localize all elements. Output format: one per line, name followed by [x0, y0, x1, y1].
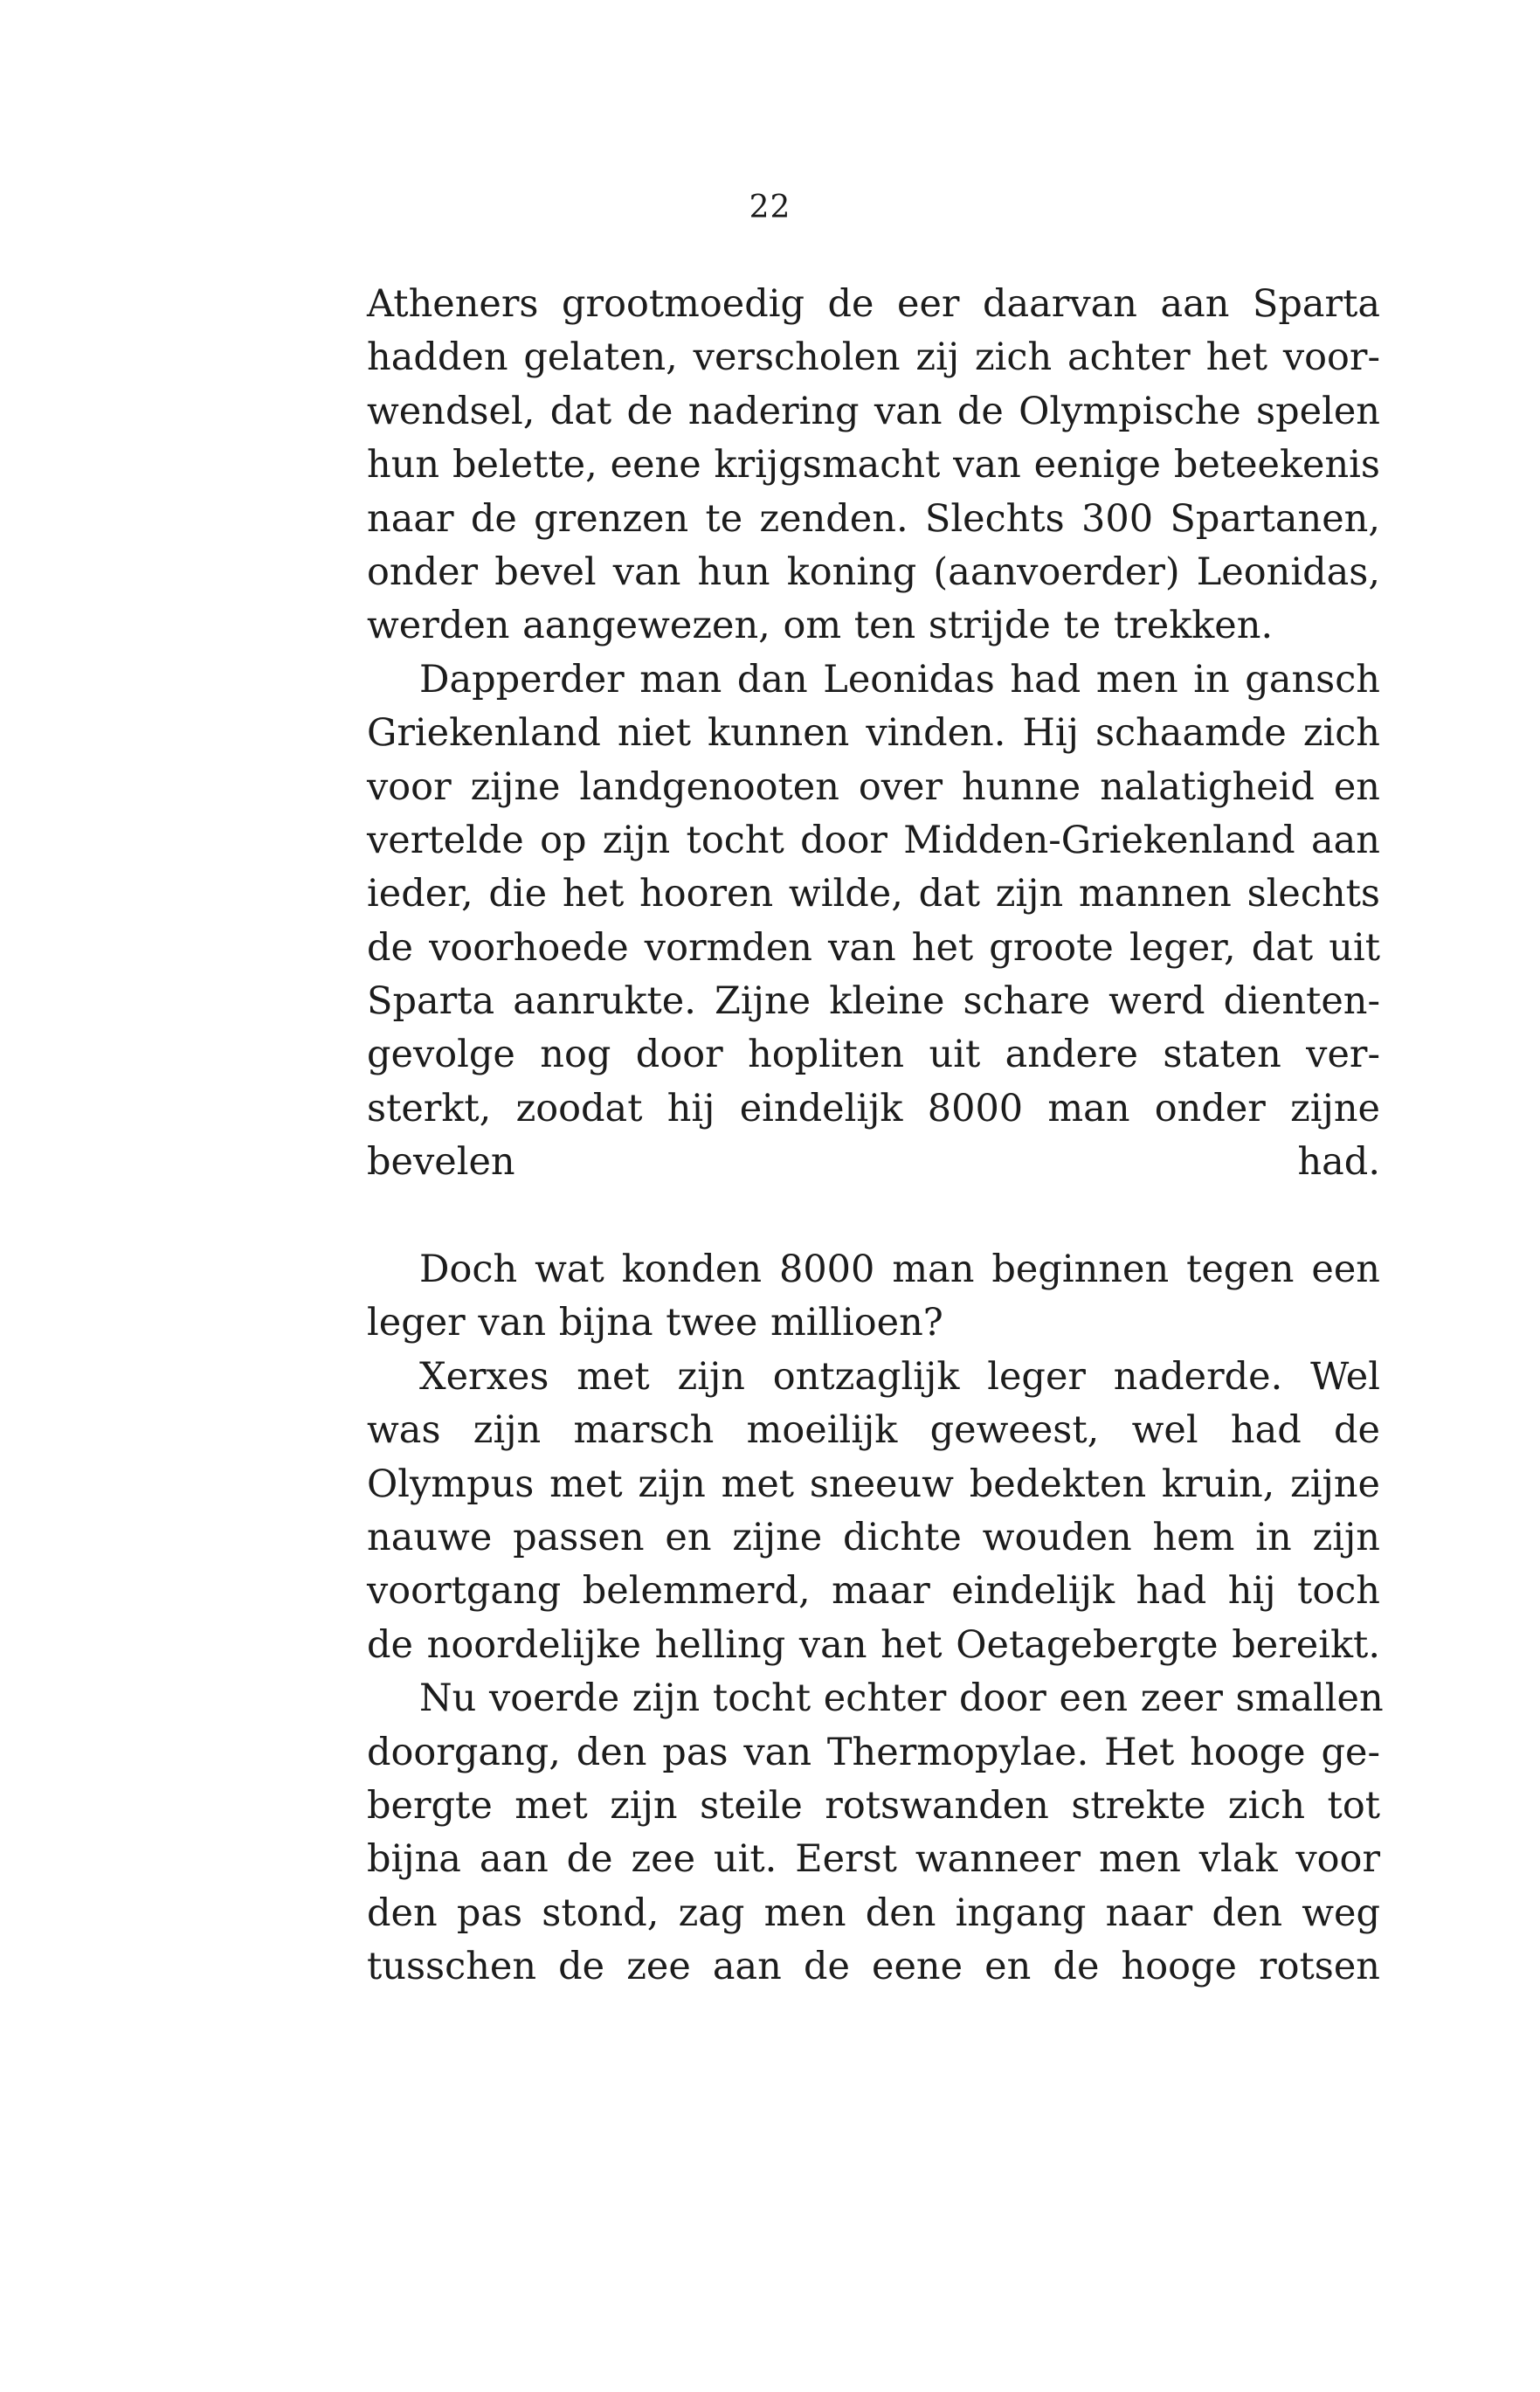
text-line: de voorhoede vormden van het groote leger, dat uit [367, 925, 1380, 970]
text-line: de noordelijke helling van het Oetagebergte bereikt. [367, 1622, 1380, 1667]
text-line: naar de grenzen te zenden. Slechts 300 Spartanen, [367, 496, 1380, 541]
text-line: Sparta aanrukte. Zijne kleine schare werd dienten- [367, 979, 1380, 1024]
text-line: bevelen had. [367, 1140, 1380, 1185]
text-line: werden aangewezen, om ten strijde te trekken. [367, 604, 1274, 648]
text-line: gevolge nog door hopliten uit andere staten ver- [367, 1033, 1380, 1077]
text-line: hun belette, eene krijgsmacht van eenige beteekenis [367, 443, 1380, 487]
text-line: Atheners grootmoedig de eer daarvan aan Sparta [367, 282, 1380, 326]
text-line: Dapperder man dan Leonidas had men in gansch [419, 657, 1380, 702]
text-line: den pas stond, zag men den ingang naar den weg [367, 1891, 1380, 1935]
text-line: doorgang, den pas van Thermopylae. Het hooge ge- [367, 1730, 1380, 1774]
text-line: wendsel, dat de nadering van de Olympische spelen [367, 389, 1380, 433]
text-line: was zijn marsch moeilijk geweest, wel had de [367, 1408, 1380, 1453]
text-line: Olympus met zijn met sneeuw bedekten kruin, zijne [367, 1462, 1380, 1506]
text-line: bergte met zijn steile rotswanden strekte zich tot [367, 1783, 1380, 1828]
page-number: 22 [749, 190, 791, 225]
body-text [367, 278, 1384, 1994]
text-line: voortgang belemmerd, maar eindelijk had hij toch [367, 1569, 1380, 1614]
text-line [367, 1190, 1380, 1243]
text-line: Xerxes met zijn ontzaglijk leger naderde. Wel [419, 1354, 1380, 1399]
text-line: Doch wat konden 8000 man beginnen tegen een [419, 1248, 1380, 1292]
text-line: vertelde op zijn tocht door Midden-Griekenland aan [367, 818, 1380, 862]
text-line: nauwe passen en zijne dichte wouden hem in zijn [367, 1515, 1380, 1559]
text-line: voor zijne landgenooten over hunne nalatigheid en [367, 764, 1380, 809]
text-line: onder bevel van hun koning (aanvoerder) Leonidas, [367, 550, 1380, 594]
text-line: sterkt, zoodat hij eindelijk 8000 man onder zijne [367, 1086, 1380, 1130]
text-line: hadden gelaten, verscholen zij zich achter het voor- [367, 335, 1380, 380]
text-line: tusschen de zee aan de eene en de hooge rotsen [367, 1945, 1380, 1989]
text-line: leger van bijna twee millioen? [367, 1301, 943, 1345]
text-line: ieder, die het hooren wilde, dat zijn mannen slechts [367, 872, 1380, 916]
text-line: Nu voerde zijn tocht echter door een zeer smallen [419, 1676, 1384, 1721]
text-line: bijna aan de zee uit. Eerst wanneer men vlak voor [367, 1837, 1380, 1882]
text-line: Griekenland niet kunnen vinden. Hij schaamde zich [367, 711, 1380, 756]
